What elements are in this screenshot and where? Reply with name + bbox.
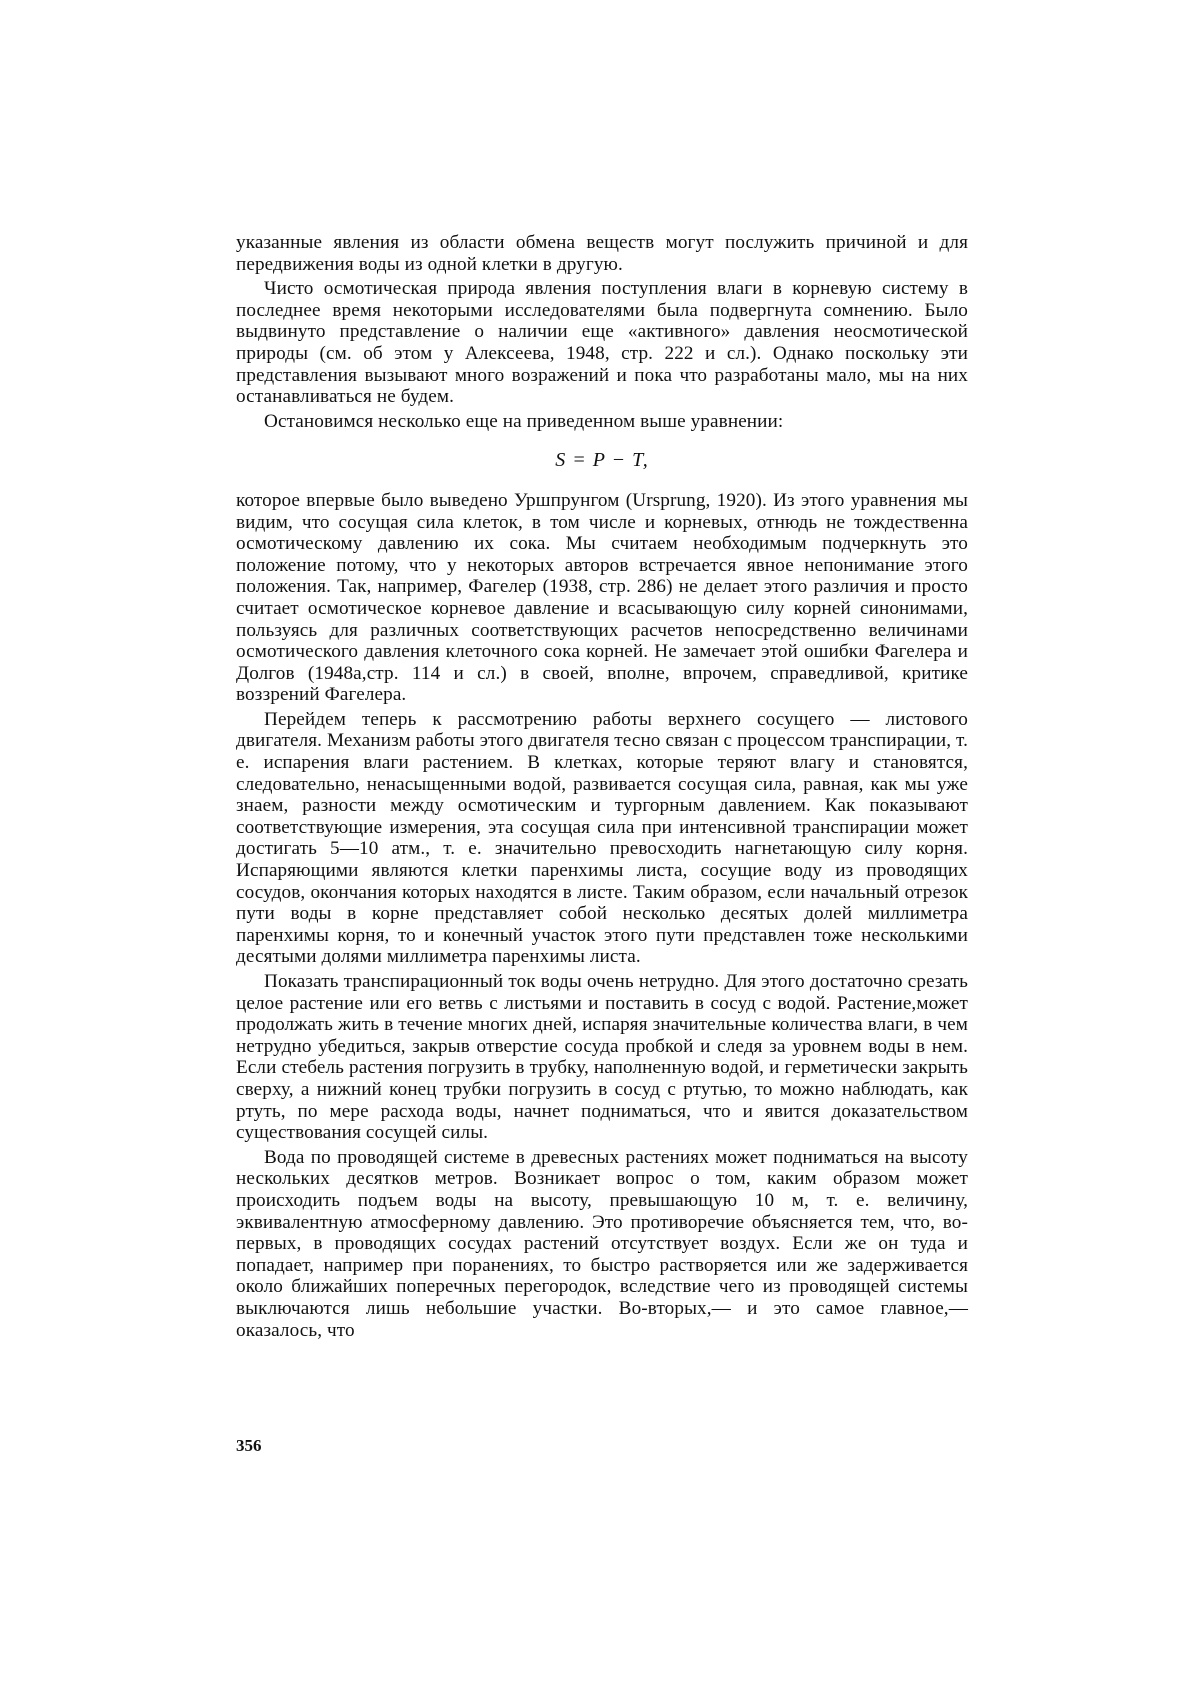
equation: S = P − T, xyxy=(555,449,649,472)
page-number: 356 xyxy=(236,1436,262,1455)
paragraph-7: Вода по проводящей системе в древесных растениях может подниматься на высоту нескольких десятков метров. Возникает вопрос о том, каким образом может происходить подъем воды на высоту, превышающую 10 м, т. е. величину, эквивалентную атмосферному давлению. Это противоречие объясняется тем, что, во-первых, в проводящих сосудах растений отсутствует воздух. Если же он туда и попадает, например при поранениях, то быстро растворяется или же задерживается около ближайших поперечных перегородок, вследствие чего из проводящей системы выключаются лишь небольшие участки. Во-вторых,— и это самое главное,— оказалось, что xyxy=(236,1146,968,1341)
paragraph-5: Перейдем теперь к рассмотрению работы верхнего сосущего — листового двигателя. Механизм работы этого двигателя тесно связан с процессом транспирации, т. е. испарения влаги растением. В клетках, которые теряют влагу и становятся, следовательно, ненасыщенными водой, развивается сосущая сила, равная, как мы уже знаем, разности между осмотическим и тургорным давлением. Как показывают соответствующие измерения, эта сосущая сила при интенсивной транспирации может достигать 5—10 атм., т. е. значительно превосходить нагнетающую силу корня. Испаряющими являются клетки паренхимы листа, сосущие воду из проводящих сосудов, окончания которых находятся в листе. Таким образом, если начальный отрезок пути воды в корне представляет собой несколько десятых долей миллиметра паренхимы корня, то и конечный участок этого пути представлен тоже несколькими десятыми долями миллиметра паренхимы листа. xyxy=(236,708,968,968)
paragraph-4: которое впервые было выведено Уршпрунгом (Ursprung, 1920). Из этого уравнения мы видим, что сосущая сила клеток, в том числе и корневых, отнюдь не тождественна осмотическому давлению их сока. Мы считаем необходимым подчеркнуть это положение потому, что у некоторых авторов встречается явное непонимание этого положения. Так, например, Фагелер (1938, стр. 286) не делает этого различия и просто считает осмотическое корневое давление и всасывающую силу корней синонимами, пользуясь для различных соответствующих расчетов непосредственно величинами осмотического давления клеточного сока корней. Не замечает этой ошибки Фагелера и Долгов (1948а,стр. 114 и сл.) в своей, вполне, впрочем, справедливой, критике воззрений Фагелера. xyxy=(236,489,968,706)
paragraph-3: Остановимся несколько еще на приведенном выше уравнении: xyxy=(264,410,784,432)
paragraph-6: Показать транспирационный ток воды очень нетрудно. Для этого достаточно срезать целое растение или его ветвь с листьями и поставить в сосуд с водой. Растение,может продолжать жить в течение многих дней, испаряя значительные количества влаги, в чем нетрудно убедиться, закрыв отверстие сосуда пробкой и следя за уровнем воды в нем. Если стебель растения погрузить в трубку, наполненную водой, и герметически закрыть сверху, а нижний конец трубки погрузить в сосуд с ртутью, то можно наблюдать, как ртуть, по мере расхода воды, начнет подниматься, что и явится доказательством существования сосущей силы. xyxy=(236,971,968,1144)
paragraph-1: указанные явления из области обмена веществ могут послужить причиной и для передвижения воды из одной клетки в другую. xyxy=(236,232,968,275)
page-body xyxy=(236,232,968,1341)
paragraph-2: Чисто осмотическая природа явления поступления влаги в корневую систему в последнее время некоторыми исследователями была подвергнута сомнению. Было выдвинуто представление о наличии еще «активного» давления неосмотической природы (см. об этом у Алексеева, 1948, стр. 222 и сл.). Однако поскольку эти представления вызывают много возражений и пока что разработаны мало, мы на них останавливаться не будем. xyxy=(236,278,968,408)
